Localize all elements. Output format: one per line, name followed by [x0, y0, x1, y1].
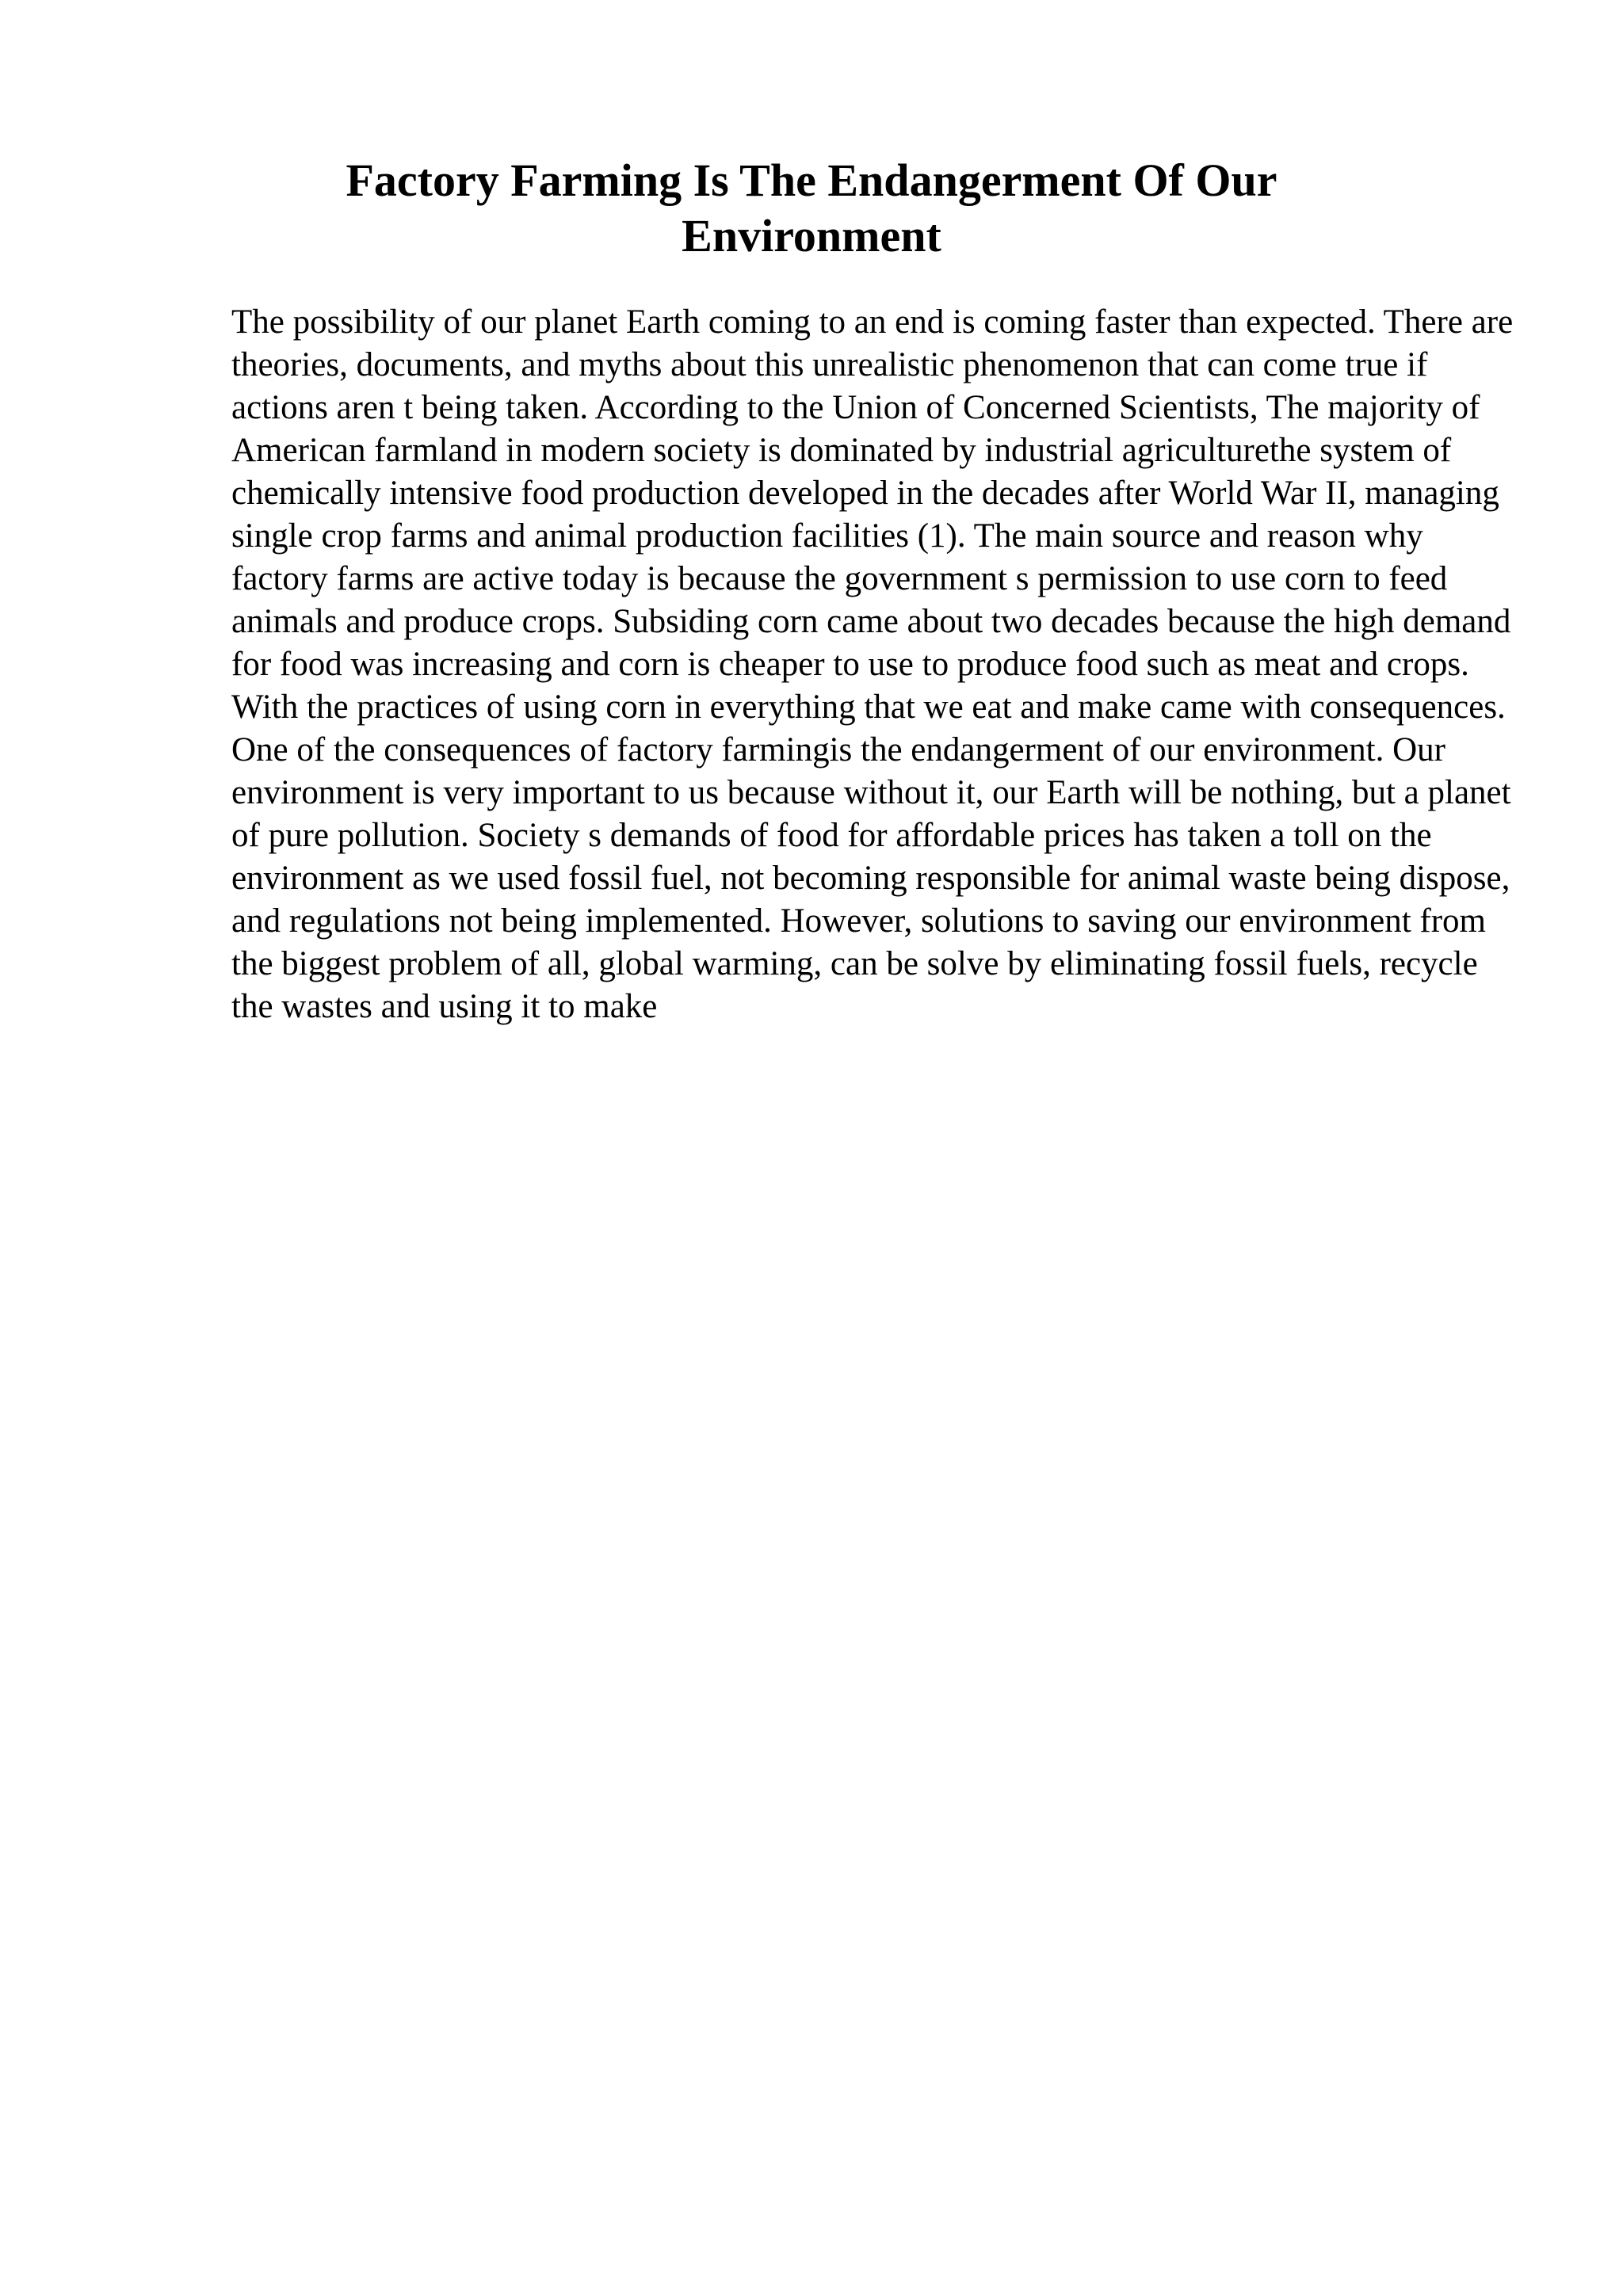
essay-paragraph: The possibility of our planet Earth coming to an end is coming faster than expected. There are theories, documents, and myths about this unrealistic phenomenon that can come true if actions aren t being taken. According to the Union of Concerned Scientists, The majority of American farmland in modern society is dominated by industrial agriculturethe system of chemically intensive food production developed in the decades after World War II, managing single crop farms and animal production facilities (1). The main source and reason why factory farms are active today is because the government s permission to use corn to feed animals and produce crops. Subsiding corn came about two decades because the high demand for food was increasing and corn is cheaper to use to produce food such as meat and crops. With the practices of using corn in everything that we eat and make came with consequences. One of the consequences of factory farmingis the endangerment of our environment. Our environment is very important to us because without it, our Earth will be nothing, but a planet of pure pollution. Society s demands of food for affordable prices has taken a toll on the environment as we used fossil fuel, not becoming responsible for animal waste being dispose, and regulations not being implemented. However, solutions to saving our environment from the biggest problem of all, global warming, can be solve by eliminating fossil fuels, recycle the wastes and using it to make [231, 303, 1514, 1025]
document-title: Factory Farming Is The Endangerment Of Our Environment [346, 154, 1277, 261]
